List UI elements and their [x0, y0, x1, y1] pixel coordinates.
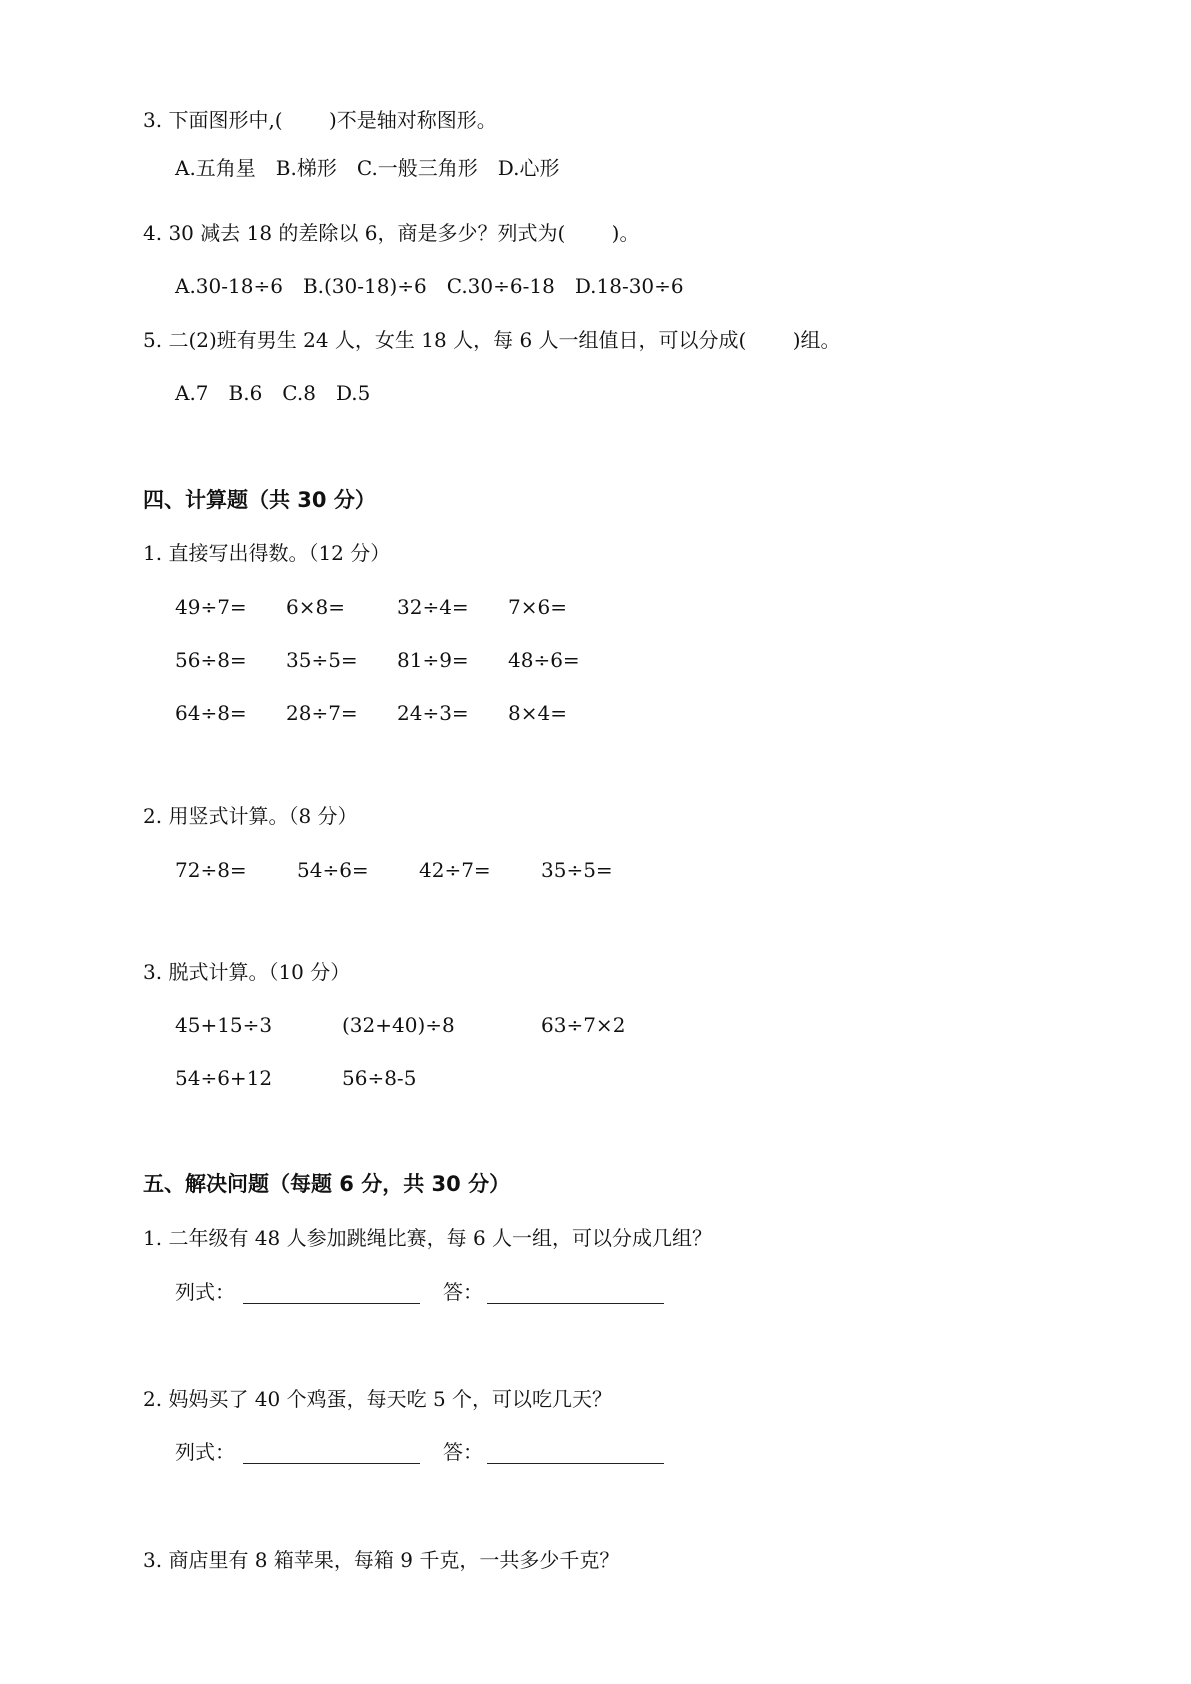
section-4-heading: 四、计算题（共 30 分） [143, 488, 376, 512]
word-problem-2: 2. 妈妈买了 40 个鸡蛋，每天吃 5 个，可以吃几天？ [143, 1387, 613, 1411]
word-problem-3: 3. 商店里有 8 箱苹果，每箱 9 千克，一共多少千克？ [143, 1548, 620, 1572]
question-4-options: A.30-18÷6 B.(30-18)÷6 C.30÷6-18 D.18-30÷6 [175, 274, 684, 298]
problem-4-1-title: 1. 直接写出得数。（12 分） [143, 541, 391, 565]
question-3-options: A.五角星 B.梯形 C.一般三角形 D.心形 [175, 156, 560, 180]
section-5-heading: 五、解决问题（每题 6 分，共 30 分） [143, 1172, 511, 1196]
answer-label: 答： [443, 1440, 483, 1464]
step-calc-item: (32+40)÷8 [342, 1013, 455, 1037]
oral-calc-item: 35÷5= [286, 648, 358, 672]
oral-calc-item: 24÷3= [397, 701, 469, 725]
formula-answer-blank[interactable] [243, 1283, 420, 1304]
formula-label: 列式： [175, 1440, 235, 1464]
oral-calc-item: 7×6= [508, 595, 567, 619]
oral-calc-item: 6×8= [286, 595, 345, 619]
step-calc-item: 63÷7×2 [541, 1013, 626, 1037]
oral-calc-item: 56÷8= [175, 648, 247, 672]
answer-label: 答： [443, 1280, 483, 1304]
step-calc-item: 56÷8-5 [342, 1066, 417, 1090]
question-5-stem: 5. 二(2)班有男生 24 人，女生 18 人，每 6 人一组值日，可以分成( )组。 [143, 328, 841, 352]
formula-answer-blank[interactable] [243, 1443, 420, 1464]
question-5-options: A.7 B.6 C.8 D.5 [175, 381, 371, 405]
oral-calc-item: 48÷6= [508, 648, 580, 672]
oral-calc-item: 64÷8= [175, 701, 247, 725]
vertical-calc-item: 35÷5= [541, 858, 613, 882]
step-calc-item: 54÷6+12 [175, 1066, 273, 1090]
vertical-calc-item: 54÷6= [297, 858, 369, 882]
oral-calc-item: 81÷9= [397, 648, 469, 672]
vertical-calc-item: 72÷8= [175, 858, 247, 882]
answer-blank[interactable] [487, 1443, 664, 1464]
answer-blank[interactable] [487, 1283, 664, 1304]
step-calc-item: 45+15÷3 [175, 1013, 273, 1037]
oral-calc-item: 49÷7= [175, 595, 247, 619]
formula-label: 列式： [175, 1280, 235, 1304]
oral-calc-item: 28÷7= [286, 701, 358, 725]
problem-4-2-title: 2. 用竖式计算。（8 分） [143, 804, 358, 828]
question-3-stem: 3. 下面图形中,( )不是轴对称图形。 [143, 108, 497, 132]
question-4-stem: 4. 30 减去 18 的差除以 6，商是多少？列式为( )。 [143, 221, 640, 245]
vertical-calc-item: 42÷7= [419, 858, 491, 882]
problem-4-3-title: 3. 脱式计算。（10 分） [143, 960, 351, 984]
oral-calc-item: 8×4= [508, 701, 567, 725]
oral-calc-item: 32÷4= [397, 595, 469, 619]
word-problem-1: 1. 二年级有 48 人参加跳绳比赛，每 6 人一组，可以分成几组？ [143, 1226, 713, 1250]
